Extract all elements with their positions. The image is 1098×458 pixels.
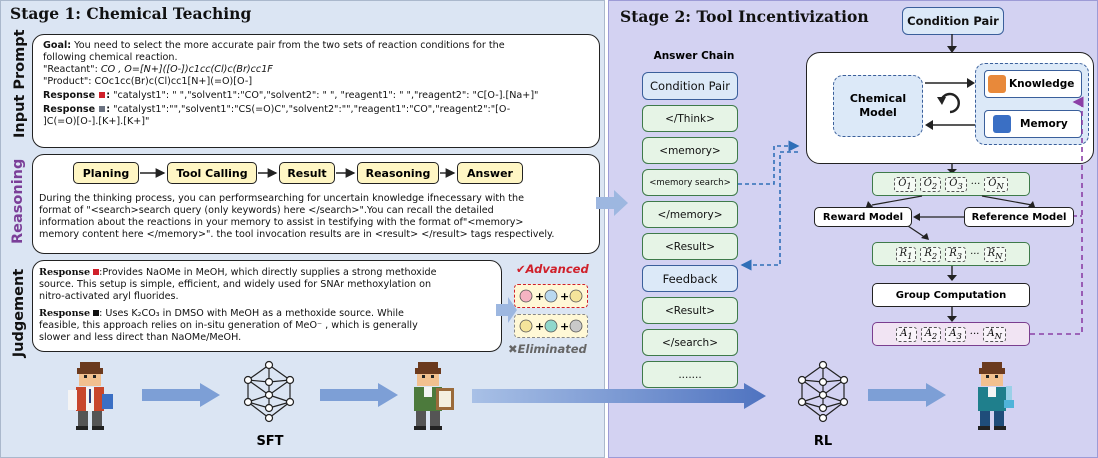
flow-tool-calling: Tool Calling: [167, 162, 257, 184]
eliminated-molecules-icon: [515, 315, 587, 337]
chain-result-2: <Result>: [642, 297, 738, 324]
output-2: $O_2$: [920, 177, 942, 192]
judgement-r1-label: Response: [39, 267, 91, 278]
chain-memory-search: <memory search>: [642, 169, 738, 196]
condition-pair-top: Condition Pair: [902, 7, 1004, 35]
response1-line: Response : "catalyst1": " ","solvent1":"CO","solvent2": " ", "reagent1": " ","reagent2": "C[O-].[Na+]": [43, 90, 539, 101]
stage1-title: Stage 1: Chemical Teaching: [10, 4, 252, 23]
judgement-r2-line: [39, 308, 404, 320]
judgement-r1-line2: source. This setup is simple, efficient, and widely used for SNAr methoxylation on: [39, 279, 432, 290]
response1-label: Response: [43, 90, 96, 101]
expert-character-icon: [966, 360, 1028, 432]
output-n: $O_N$: [984, 177, 1008, 192]
response2-text: "catalyst1":"","solvent1":"CS(=O)C","solvent2":"","reagent1":"CO","reagent2":"[O-: [113, 104, 511, 115]
response2-line: Response : "catalyst1":"","solvent1":"CS(=O)C","solvent2":"","reagent1":"CO","reagent2":"[O-: [43, 104, 511, 115]
model-tool-arrows: [923, 63, 977, 143]
advantage-2: $A_2$: [921, 327, 942, 342]
group-computation-box: Group Computation: [872, 283, 1030, 307]
arrow-to-student-2: [320, 383, 400, 407]
flow-result: Result: [279, 162, 335, 184]
reasoning-panel: [32, 154, 600, 254]
knowledge-icon: [988, 75, 1006, 93]
chain-tool-connectors: [738, 140, 804, 280]
output-3: $O_3$: [945, 177, 967, 192]
judgement-r2-text: : Uses K₂CO₃ in DMSO with MeOH as a methoxide source. While: [99, 308, 404, 319]
side-label-judgement: Judgement: [11, 268, 27, 358]
product-label: "Product":: [43, 76, 92, 87]
arrow-to-answer-chain: [596, 190, 630, 216]
response2-text-2: ]C(=O)[O-].[K+].[K+]": [43, 116, 150, 127]
output-1: $O_1$: [894, 177, 916, 192]
advantage-1: $A_1$: [896, 327, 917, 342]
reward-n: $R_N$: [984, 247, 1007, 262]
sft-label: SFT: [256, 434, 284, 449]
chain-feedback: Feedback: [642, 265, 738, 292]
reactant-label: "Reactant":: [43, 64, 98, 75]
response2-gray-marker: [99, 106, 105, 112]
reasoning-line-3: information about the reactions in your memory to assist in testifying with the format of"<memory>: [39, 217, 524, 228]
stage2-title: Stage 2: Tool Incentivization: [620, 7, 869, 26]
chain-memory-open: <memory>: [642, 137, 738, 164]
reward-3: $R_3$: [945, 247, 966, 262]
rl-label: RL: [813, 434, 833, 449]
svg-text:+: +: [560, 290, 570, 303]
judgement-r1-text: :Provides NaOMe in MeOH, which directly supplies a strong methoxide: [99, 267, 437, 278]
side-label-reasoning: Reasoning: [10, 158, 26, 244]
chemical-model-box: Chemical Model: [833, 75, 923, 137]
judgement-r2-line3: slower and less direct than NaOMe/MeOH.: [39, 332, 242, 343]
response1-red-marker: [99, 92, 105, 98]
advantages-row: $A_1$ $A_2$ $A_3$ ··· $A_N$: [872, 322, 1030, 346]
reasoning-line-4: memory content here </memory>". the tool invocation results are in <result> </result> tags respectively.: [39, 229, 555, 240]
rewards-row: $R_1$ $R_2$ $R_3$ ··· $R_N$: [872, 242, 1030, 266]
judgement-panel: [32, 260, 502, 352]
judgement-r2-label: Response: [39, 308, 91, 319]
rl-network-icon: [790, 360, 856, 430]
advanced-pair-box: [514, 284, 588, 308]
side-label-input-prompt: Input Prompt: [12, 29, 28, 138]
flow-planing: Planing: [73, 162, 139, 184]
judgement-r2-line2: feasible, this approach relies on in-situ generation of MeO⁻ , which is generally: [39, 320, 418, 331]
flow-answer: Answer: [457, 162, 523, 184]
reward-model-box: Reward Model: [814, 207, 912, 227]
advantage-n: $A_N$: [983, 327, 1006, 342]
chain-result-1: <Result>: [642, 233, 738, 260]
response2-label: Response: [43, 104, 96, 115]
answer-chain: [642, 72, 738, 381]
judgement-r1-line3: nitro-activated aryl fluorides.: [39, 291, 179, 302]
flow-reasoning: Reasoning: [357, 162, 439, 184]
goal-text-2: following chemical reaction.: [43, 52, 178, 63]
outputs-row: $O_1$ $O_2$ $O_3$ ··· $O_N$: [872, 172, 1030, 196]
product-value: COc1cc(Br)c(Cl)cc1[N+](=O)[O-]: [94, 76, 253, 87]
flow-arrows: [33, 155, 599, 195]
chain-condition-pair: Condition Pair: [642, 72, 738, 100]
reactant-line: [43, 64, 273, 76]
goal-label: Goal:: [43, 40, 72, 51]
arrow-reward-to-rewards: [906, 226, 936, 242]
reference-model-box: Reference Model: [964, 207, 1074, 227]
answer-chain-title: Answer Chain: [653, 50, 735, 62]
svg-text:+: +: [535, 290, 545, 303]
chain-search-close: </search>: [642, 329, 738, 356]
reasoning-line-2: format of "<search>search query (only keywords) here </search>".You can recall the detailed: [39, 205, 494, 216]
feedback-loop: [1030, 96, 1090, 340]
svg-text:+: +: [560, 320, 570, 333]
svg-text:+: +: [535, 320, 545, 333]
goal-text: You need to select the more accurate pair from the two sets of reaction conditions for the: [74, 40, 505, 51]
arrow-condition-to-tool: [945, 34, 959, 54]
arrow-to-expert: [868, 383, 948, 407]
eliminated-label: ✖Eliminated: [508, 342, 587, 356]
student-character-icon: [64, 360, 116, 432]
chain-memory-close: </memory>: [642, 201, 738, 228]
arrow-to-sft: [142, 383, 222, 407]
chain-think-close: </Think>: [642, 105, 738, 132]
judgement-r1-line: [39, 267, 437, 279]
reward-2: $R_2$: [920, 247, 941, 262]
reward-1: $R_1$: [896, 247, 917, 262]
knowledge-tool: Knowledge: [984, 70, 1082, 98]
chain-ellipsis: .......: [642, 361, 738, 388]
response1-text: "catalyst1": " ","solvent1":"CO","solvent2": " ", "reagent1": " ","reagent2": "C[O-].[Na+]": [113, 90, 539, 101]
refresh-icon: [937, 94, 959, 112]
check-icon: ✔: [516, 262, 526, 276]
arrow-reference-to-reward: [912, 209, 966, 225]
advantage-3: $A_3$: [945, 327, 966, 342]
x-icon: ✖: [508, 342, 518, 356]
sft-network-icon: [236, 360, 302, 430]
memory-tool: Memory: [984, 110, 1082, 138]
arrow-group-to-advantages: [945, 307, 959, 323]
arrow-rewards-to-group: [945, 266, 959, 282]
reasoning-line-1: During the thinking process, you can performsearching for uncertain knowledge ifnecessary with the: [39, 193, 525, 204]
advanced-label: ✔Advanced: [516, 262, 589, 276]
advanced-molecules-icon: [515, 285, 587, 307]
memory-icon: [993, 115, 1011, 133]
product-line: [43, 76, 252, 88]
input-prompt-panel: [32, 34, 600, 148]
student-with-clipboard-icon: [402, 360, 462, 432]
reactant-value: CO , O=[N+]([O-])c1cc(Cl)c(Br)cc1F: [100, 64, 273, 75]
goal-line: [43, 40, 505, 52]
eliminated-pair-box: [514, 314, 588, 338]
